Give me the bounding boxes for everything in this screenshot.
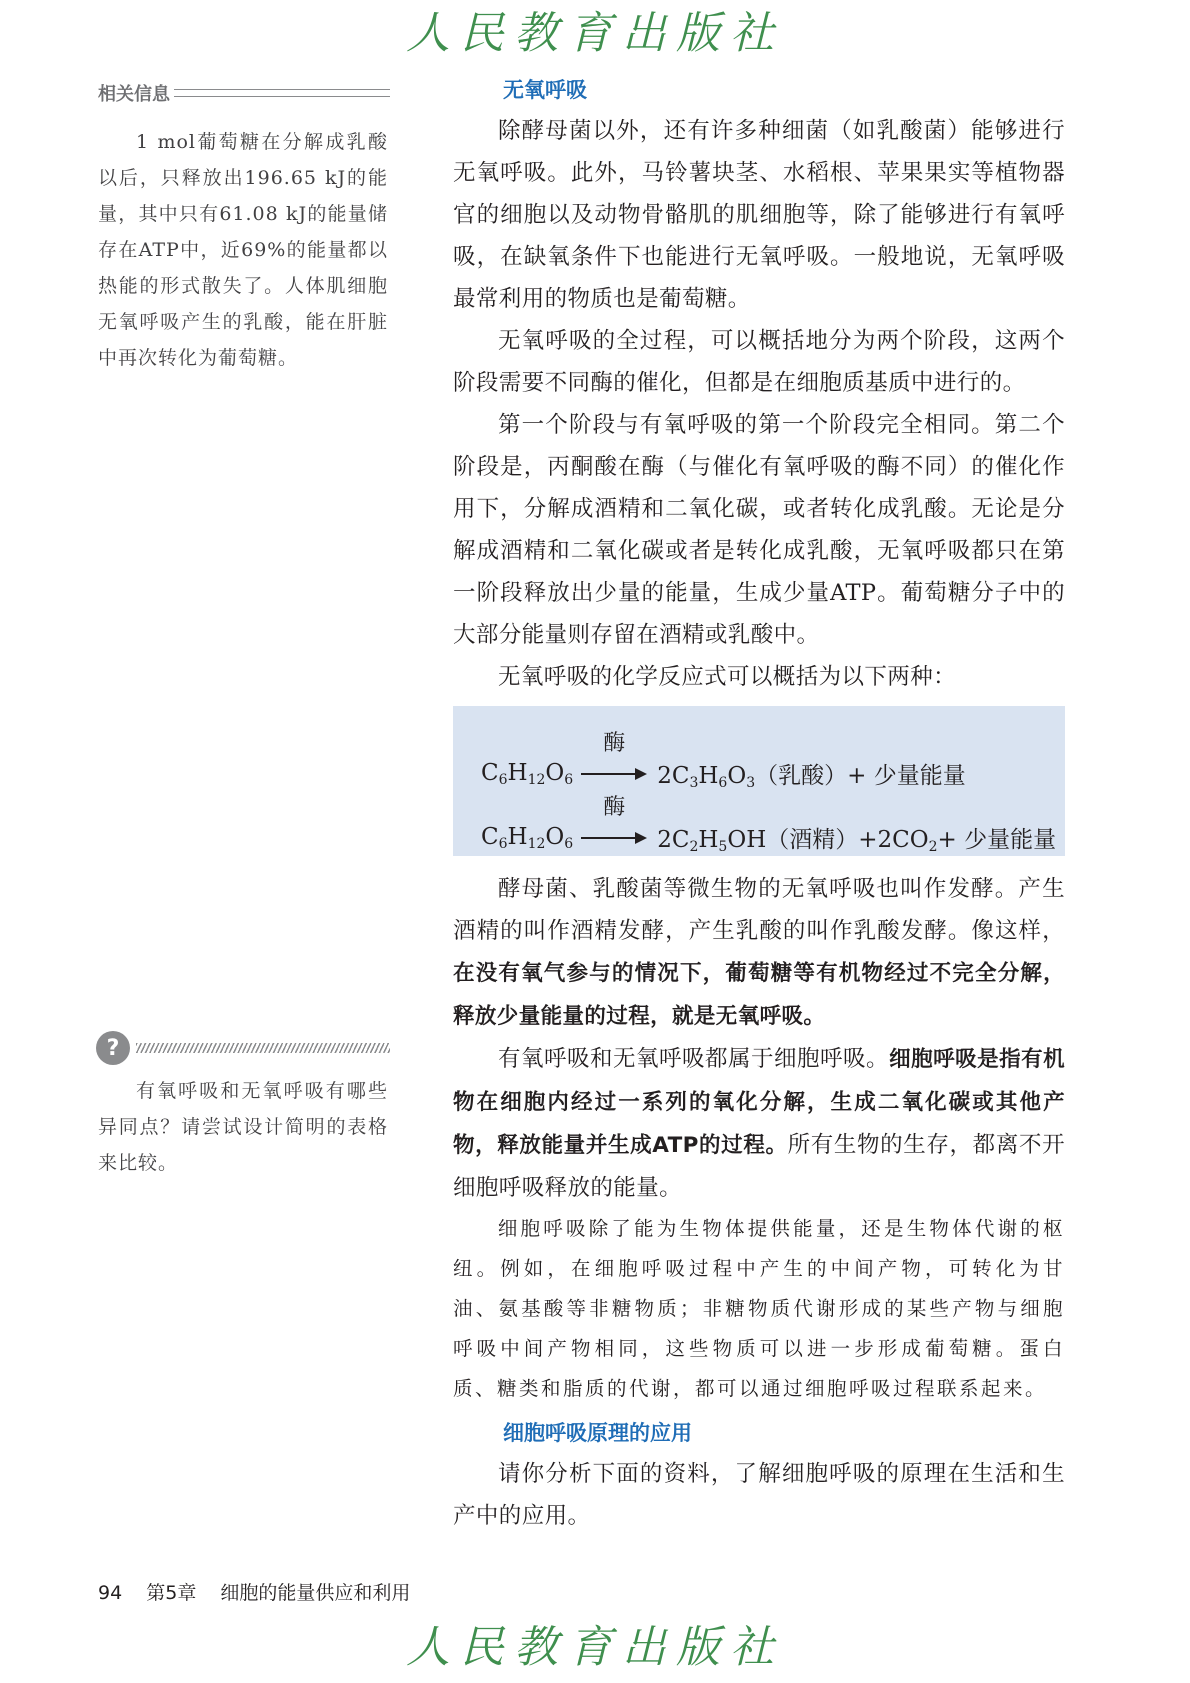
paragraph-5: 酵母菌、乳酸菌等微生物的无氧呼吸也叫作发酵。产生酒精的叫作酒精发酵，产生乳酸的叫作乳酸发酵。像这样，在没有氧气参与的情况下，葡萄糖等有机物经过不完全分解，释放少量能量的过程，就是无氧呼吸。 [453, 876, 1065, 1029]
paragraph-7: 细胞呼吸除了能为生物体提供能量，还是生物体代谢的枢纽。例如，在细胞呼吸过程中产生的中间产物，可转化为甘油、氨基酸等非糖物质；非糖物质代谢形成的某些产物与细胞呼吸中间产物相同，这些物质可以进一步形成葡萄糖。蛋白质、糖类和脂质的代谢，都可以通过细胞呼吸过程联系起来。 [453, 1217, 1065, 1400]
related-info-rule [174, 89, 390, 97]
publisher-watermark-bottom: 人民教育出版社 [406, 1622, 784, 1673]
question-text: 有氧呼吸和无氧呼吸有哪些异同点？请尝试设计简明的表格来比较。 [98, 1080, 388, 1174]
question-header [96, 1030, 390, 1066]
equation-lactic [481, 731, 966, 794]
question-rule [136, 1043, 390, 1053]
question-icon: ? [96, 1031, 130, 1065]
main-column [453, 70, 1065, 1537]
eq1-product: $2C_3H_6O_3$（乳酸）+ 少量能量 [657, 763, 966, 791]
eq2-product: $2C_2H_5OH$（酒精）$+2CO_2+$ 少量能量 [657, 827, 1057, 855]
eq1-catalyst: 酶 [603, 731, 626, 756]
publisher-watermark-top: 人民教育出版社 [406, 8, 784, 59]
paragraph-8: 请你分析下面的资料，了解细胞呼吸的原理在生活和生产中的应用。 [453, 1461, 1065, 1529]
definition-cell-respiration: 细胞呼吸是指有机物在细胞内经过一系列的氧化分解，生成二氧化碳或其他产物，释放能量并生成ATP的过程。 [453, 1047, 1065, 1158]
related-info-heading: 相关信息 [98, 84, 170, 105]
page-footer [98, 1578, 410, 1605]
equation-alcohol [481, 795, 1057, 858]
eq1-arrow [581, 731, 647, 794]
paragraph-3: 第一个阶段与有氧呼吸的第一个阶段完全相同。第二个阶段是，丙酮酸在酶（与催化有氧呼吸的酶不同）的催化作用下，分解成酒精和二氧化碳，或者转化成乳酸。无论是分解成酒精和二氧化碳或者是转化成乳酸，无氧呼吸都只在第一阶段释放出少量的能量，生成少量ATP。葡萄糖分子中的大部分能量则存留在酒精或乳酸中。 [453, 412, 1065, 648]
eq2-arrow [581, 795, 647, 858]
related-info-text: 1 mol葡萄糖在分解成乳酸以后，只释放出196.65 kJ的能量，其中只有61.08 kJ的能量储存在ATP中，近69%的能量都以热能的形式散失了。人体肌细胞无氧呼吸产生的乳酸，能在肝脏中再次转化为葡萄糖。 [98, 131, 388, 369]
equation-box [453, 706, 1065, 856]
chapter-title: 细胞的能量供应和利用 [220, 1582, 411, 1604]
related-info-header [98, 80, 390, 106]
section-heading-anaerobic: 无氧呼吸 [503, 78, 587, 102]
paragraph-1: 除酵母菌以外，还有许多种细菌（如乳酸菌）能够进行无氧呼吸。此外，马铃薯块茎、水稻根、苹果果实等植物器官的细胞以及动物骨骼肌的肌细胞等，除了能够进行有氧呼吸，在缺氧条件下也能进行无氧呼吸。一般地说，无氧呼吸最常利用的物质也是葡萄糖。 [453, 118, 1065, 312]
eq2-reactant: $C_6H_{12}O_6$ [481, 824, 574, 852]
paragraph-4: 无氧呼吸的化学反应式可以概括为以下两种： [498, 664, 957, 690]
paragraph-2: 无氧呼吸的全过程，可以概括地分为两个阶段，这两个阶段需要不同酶的催化，但都是在细胞质基质中进行的。 [453, 328, 1065, 396]
definition-anaerobic: 在没有氧气参与的情况下，葡萄糖等有机物经过不完全分解，释放少量能量的过程，就是无氧呼吸。 [453, 961, 1065, 1029]
eq1-reactant: $C_6H_{12}O_6$ [481, 760, 574, 788]
section-heading-application: 细胞呼吸原理的应用 [503, 1421, 692, 1445]
chapter-number: 第5章 [146, 1582, 197, 1604]
eq2-catalyst: 酶 [603, 795, 626, 820]
paragraph-6: 有氧呼吸和无氧呼吸都属于细胞呼吸。细胞呼吸是指有机物在细胞内经过一系列的氧化分解，生成二氧化碳或其他产物，释放能量并生成ATP的过程。所有生物的生存，都离不开细胞呼吸释放的能量。 [453, 1046, 1065, 1201]
page-number: 94 [98, 1582, 123, 1604]
